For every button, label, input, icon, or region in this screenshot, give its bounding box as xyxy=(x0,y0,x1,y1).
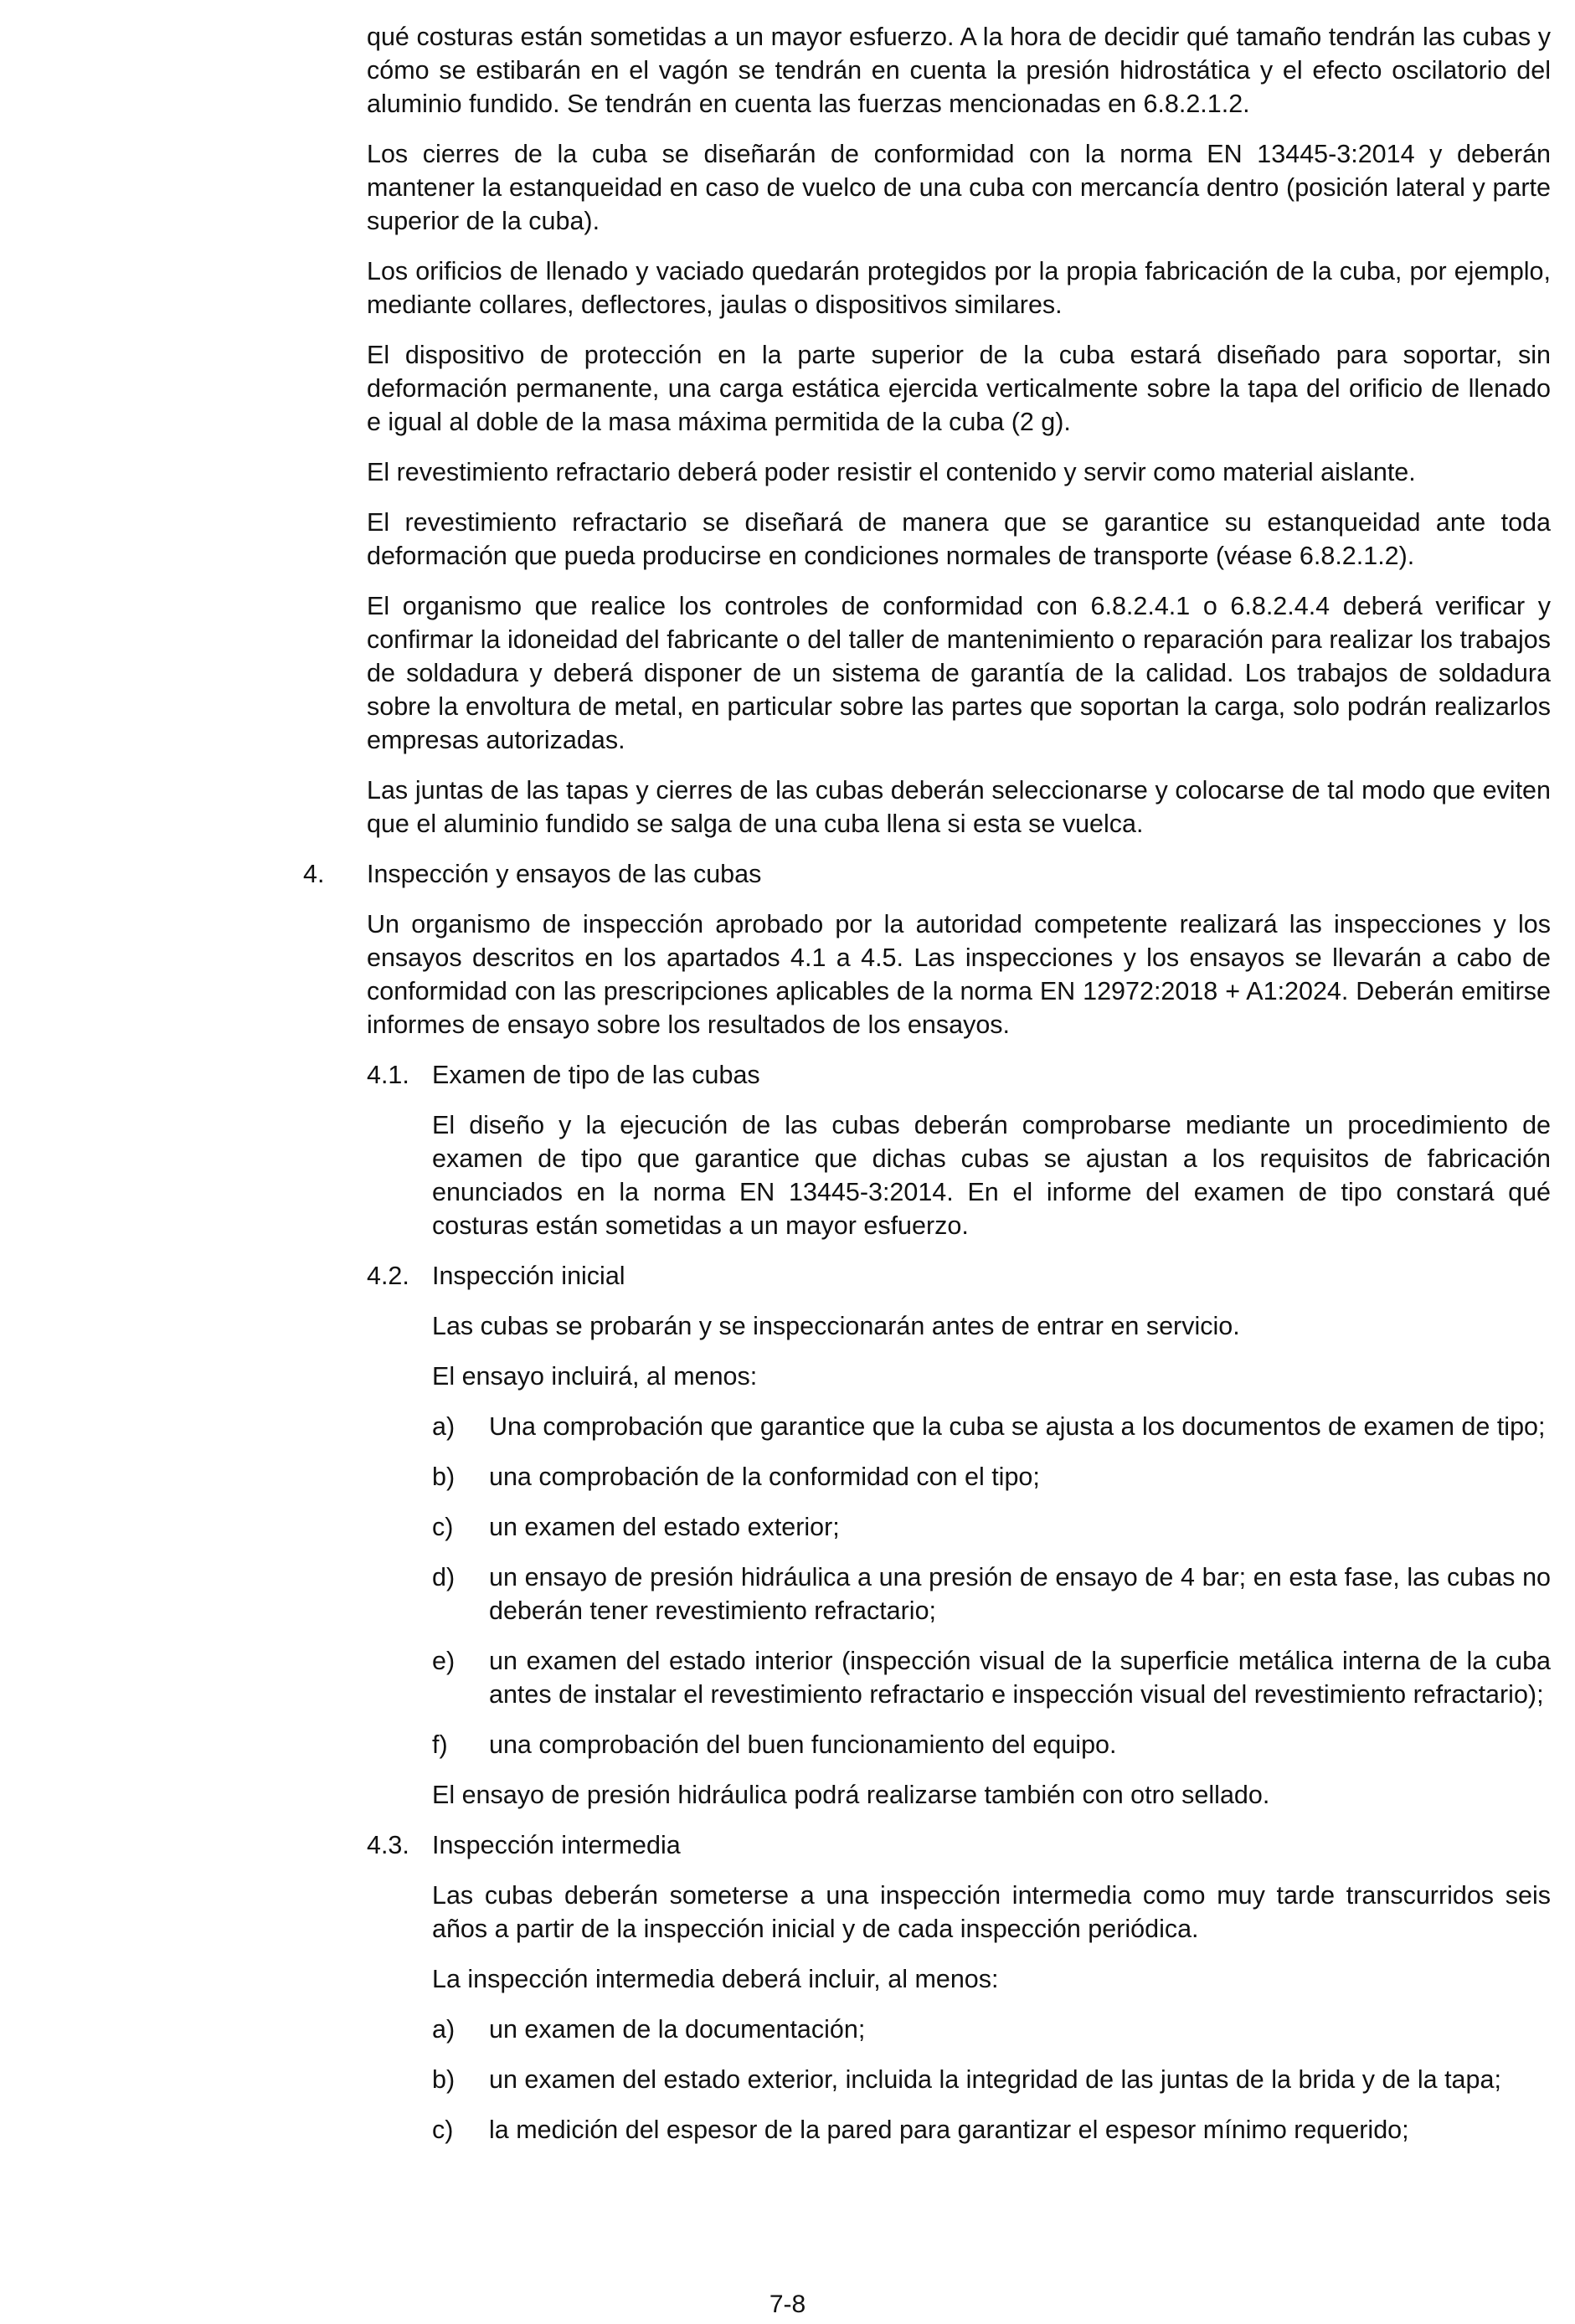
list-item-label: a) xyxy=(432,1412,456,1441)
list-item-text: una comprobación del buen funcionamiento del equipo. xyxy=(489,1730,1117,1759)
paragraph: qué costuras están sometidas a un mayor esfuerzo. A la hora de decidir qué tamaño tendrán las cubas y cómo se estibarán en el vagón se tendrán en cuenta la presión hidrostática y el efecto oscilatorio del aluminio fundido. Se tendrán en cuenta las fuerzas mencionadas en 6.8.2.1.2. xyxy=(367,23,1551,118)
section-4-text: Un organismo de inspección aprobado por la autoridad competente realizará las inspecciones y los ensayos descritos en los apartados 4.1 a 4.5. Las inspecciones y los ensayos se llevarán a cabo de conformidad con las prescripciones aplicables de la norma EN 12972:2018 + A1:2024. Deberán emitirse informes de ensayo sobre los resultados de los ensayos. xyxy=(367,910,1551,1039)
section-title: Inspección intermedia xyxy=(432,1831,681,1859)
section-4-2-list-intro: El ensayo incluirá, al menos: xyxy=(432,1362,758,1391)
list-item-label: f) xyxy=(432,1730,448,1759)
paragraph: El revestimiento refractario deberá poder resistir el contenido y servir como material aislante. xyxy=(367,458,1416,486)
list-item-text: la medición del espesor de la pared para garantizar el espesor mínimo requerido; xyxy=(489,2116,1409,2144)
paragraph: Las juntas de las tapas y cierres de las cubas deberán seleccionarse y colocarse de tal modo que eviten que el aluminio fundido se salga de una cuba llena si esta se vuelca. xyxy=(367,776,1551,838)
list-item-text: un examen del estado exterior, incluida la integridad de las juntas de la brida y de la tapa; xyxy=(489,2065,1501,2094)
paragraph: Los orificios de llenado y vaciado quedarán protegidos por la propia fabricación de la cuba, por ejemplo, mediante collares, deflectores, jaulas o dispositivos similares. xyxy=(367,257,1551,319)
list-item xyxy=(432,2013,1551,2046)
section-4-heading xyxy=(303,857,1575,891)
list-item xyxy=(432,1728,1551,1761)
list-item-text: un examen del estado interior (inspección visual de la superficie metálica interna de la cuba antes de instalar el revestimiento refractario e inspección visual del revestimiento refractario); xyxy=(489,1647,1551,1709)
list-item xyxy=(432,1560,1551,1627)
section-4-3-list-intro: La inspección intermedia deberá incluir, al menos: xyxy=(432,1965,999,1993)
list-item-label: b) xyxy=(432,2065,456,2094)
list-item-text: Una comprobación que garantice que la cuba se ajusta a los documentos de examen de tipo; xyxy=(489,1412,1546,1441)
section-number: 4.2. xyxy=(367,1262,409,1290)
section-4-2-note: El ensayo de presión hidráulica podrá realizarse también con otro sellado. xyxy=(432,1781,1270,1809)
section-title: Inspección y ensayos de las cubas xyxy=(367,860,762,888)
list-item xyxy=(432,2113,1551,2147)
paragraph: Los cierres de la cuba se diseñarán de conformidad con la norma EN 13445-3:2014 y deberán mantener la estanqueidad en caso de vuelco de una cuba con mercancía dentro (posición lateral y parte superior de la cuba). xyxy=(367,140,1551,235)
list-item-text: una comprobación de la conformidad con el tipo; xyxy=(489,1463,1040,1491)
list-item-label: d) xyxy=(432,1563,456,1591)
list-item-text: un examen de la documentación; xyxy=(489,2015,866,2044)
paragraph: El organismo que realice los controles de conformidad con 6.8.2.4.1 o 6.8.2.4.4 deberá verificar y confirmar la idoneidad del fabricante o del taller de mantenimiento o reparación para realizar los trabajos de soldadura y deberá disponer de un sistema de garantía de la calidad. Los trabajos de soldadura sobre la envoltura de metal, en particular sobre las partes que soportan la carga, solo podrán realizarlos empresas autorizadas. xyxy=(367,592,1551,754)
section-number: 4.1. xyxy=(367,1061,409,1089)
section-4-2-heading xyxy=(367,1259,1575,1293)
paragraph: El revestimiento refractario se diseñará de manera que se garantice su estanqueidad ante toda deformación que pueda producirse en condiciones normales de transporte (véase 6.8.2.1.2). xyxy=(367,508,1551,570)
list-item-label: c) xyxy=(432,1513,454,1541)
page-content xyxy=(0,20,1575,2163)
list-item xyxy=(432,1410,1551,1443)
list-item xyxy=(432,1644,1551,1711)
section-4-3-text: Las cubas deberán someterse a una inspección intermedia como muy tarde transcurridos seis años a partir de la inspección inicial y de cada inspección periódica. xyxy=(432,1881,1551,1943)
section-number: 4.3. xyxy=(367,1831,409,1859)
list-item-label: a) xyxy=(432,2015,456,2044)
section-4-3-heading xyxy=(367,1828,1575,1862)
section-title: Inspección inicial xyxy=(432,1262,625,1290)
list-item-label: b) xyxy=(432,1463,456,1491)
section-number: 4. xyxy=(303,860,325,888)
page-number: 7-8 xyxy=(769,2291,806,2318)
section-4-2-text: Las cubas se probarán y se inspeccionarán antes de entrar en servicio. xyxy=(432,1312,1240,1340)
list-item xyxy=(432,2063,1551,2096)
list-item xyxy=(432,1510,1551,1544)
section-4-1-heading xyxy=(367,1058,1575,1092)
list-item-text: un ensayo de presión hidráulica a una presión de ensayo de 4 bar; en esta fase, las cubas no deberán tener revestimiento refractario; xyxy=(489,1563,1551,1625)
list-item xyxy=(432,1460,1551,1494)
section-title: Examen de tipo de las cubas xyxy=(432,1061,760,1089)
list-item-label: e) xyxy=(432,1647,456,1675)
list-item-label: c) xyxy=(432,2116,454,2144)
section-4-1-text: El diseño y la ejecución de las cubas deberán comprobarse mediante un procedimiento de examen de tipo que garantice que dichas cubas se ajustan a los requisitos de fabricación enunciados en la norma EN 13445-3:2014. En el informe del examen de tipo constará qué costuras están sometidas a un mayor esfuerzo. xyxy=(432,1111,1551,1240)
list-item-text: un examen del estado exterior; xyxy=(489,1513,840,1541)
paragraph: El dispositivo de protección en la parte superior de la cuba estará diseñado para soportar, sin deformación permanente, una carga estática ejercida verticalmente sobre la tapa del orificio de llenado e igual al doble de la masa máxima permitida de la cuba (2 g). xyxy=(367,341,1551,436)
